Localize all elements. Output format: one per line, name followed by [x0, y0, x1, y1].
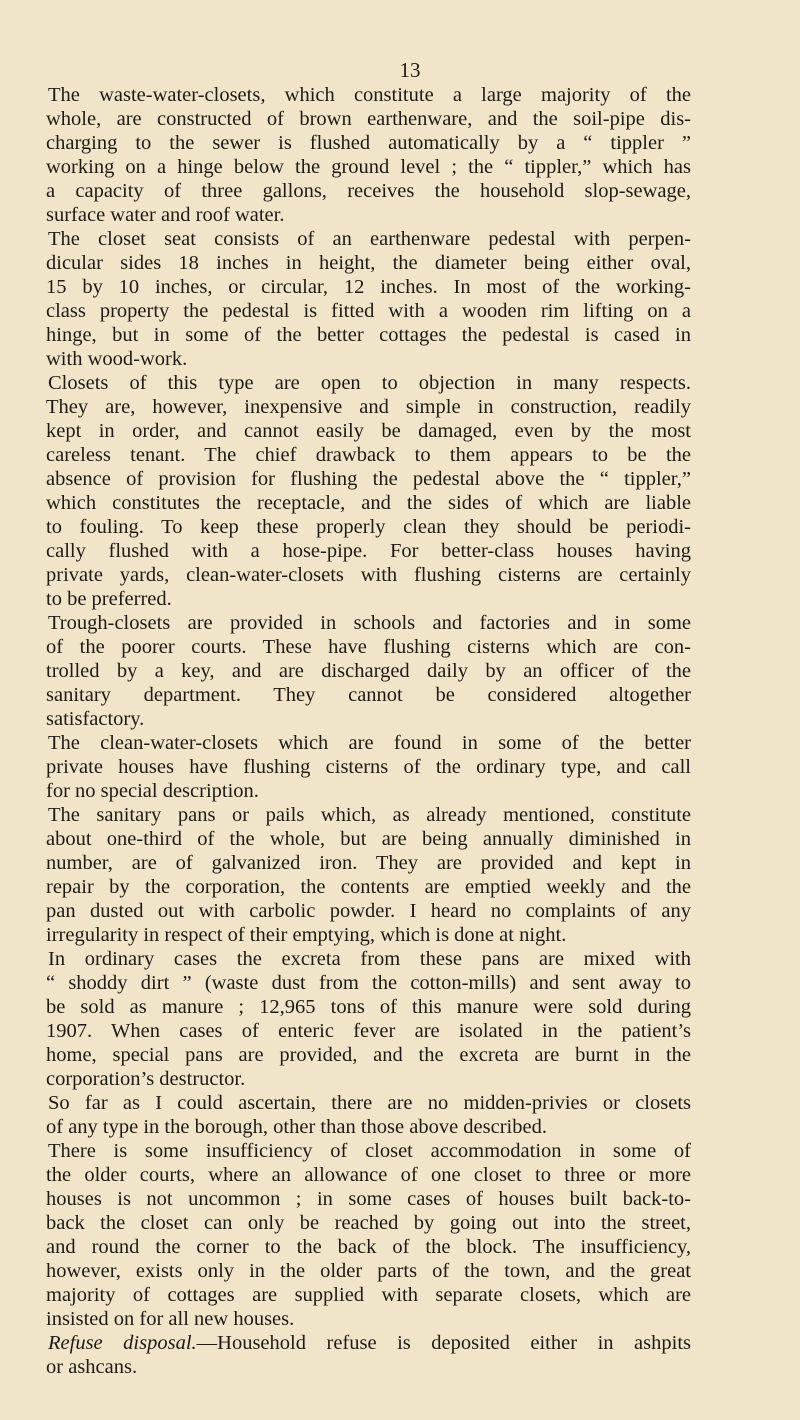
text-line: 1907. When cases of enteric fever are isolated in the patient’s — [46, 1020, 691, 1042]
text-line: Closets of this type are open to objection in many respects. — [48, 372, 691, 394]
text-line: The closet seat consists of an earthenware pedestal with perpen- — [48, 228, 691, 250]
text-line: The waste-water-closets, which constitute a large majority of the — [48, 84, 691, 106]
text-line: “ shoddy dirt ” (waste dust from the cotton-mills) and sent away to — [46, 972, 691, 994]
text-line: which constitutes the receptacle, and the sides of which are liable — [46, 492, 691, 514]
text-line: houses is not uncommon ; in some cases of houses built back-to- — [46, 1188, 691, 1210]
paragraph-refuse-disposal — [46, 1331, 691, 1379]
text-line: 15 by 10 inches, or circular, 12 inches. In most of the working- — [46, 276, 691, 298]
text-line: hinge, but in some of the better cottages the pedestal is cased in — [46, 324, 691, 346]
text-line — [46, 1331, 691, 1355]
text-line: dicular sides 18 inches in height, the diameter being either oval, — [46, 252, 691, 274]
page-number: 13 — [399, 58, 421, 82]
text-line: to fouling. To keep these properly clean they should be periodi- — [46, 516, 691, 538]
text-line: The sanitary pans or pails which, as already mentioned, constitute — [48, 804, 691, 826]
text-line: home, special pans are provided, and the excreta are burnt in the — [46, 1044, 691, 1066]
text-line: class property the pedestal is fitted with a wooden rim lifting on a — [46, 300, 691, 322]
text-span: —Household refuse is deposited either in ashpits — [196, 1332, 691, 1354]
text-line: a capacity of three gallons, receives the household slop-sewage, — [46, 180, 691, 202]
text-line: and round the corner to the back of the block. The insufficiency, — [46, 1236, 691, 1258]
text-line: number, are of galvanized iron. They are provided and kept in — [46, 852, 691, 874]
text-line: pan dusted out with carbolic powder. I heard no complaints of any — [46, 900, 691, 922]
section-heading: Refuse disposal. — [48, 1332, 197, 1354]
paragraph — [46, 731, 691, 803]
text-line: corporation’s destructor. — [46, 1068, 246, 1090]
text-line: kept in order, and cannot easily be damaged, even by the most — [46, 420, 691, 442]
text-line: surface water and roof water. — [46, 204, 285, 226]
body-text — [46, 83, 691, 1379]
paragraph — [46, 803, 691, 947]
text-line: working on a hinge below the ground level ; the “ tippler,” which has — [46, 156, 691, 178]
text-line: whole, are constructed of brown earthenware, and the soil-pipe dis- — [46, 108, 691, 130]
text-line: for no special description. — [46, 780, 259, 802]
text-line: back the closet can only be reached by going out into the street, — [46, 1212, 691, 1234]
paragraph — [46, 83, 691, 227]
text-line: So far as I could ascertain, there are no midden-privies or closets — [48, 1092, 691, 1114]
text-line: Trough-closets are provided in schools and factories and in some — [48, 612, 691, 634]
paragraph — [46, 1139, 691, 1331]
text-line: majority of cottages are supplied with separate closets, which are — [46, 1284, 691, 1306]
text-line: absence of provision for flushing the pedestal above the “ tippler,” — [46, 468, 691, 490]
text-line: irregularity in respect of their emptying, which is done at night. — [46, 924, 567, 946]
paragraph — [46, 611, 691, 731]
paragraph — [46, 371, 691, 611]
text-line: satisfactory. — [46, 708, 145, 730]
text-line: charging to the sewer is flushed automatically by a “ tippler ” — [46, 132, 691, 154]
text-line: cally flushed with a hose-pipe. For better-class houses having — [46, 540, 691, 562]
text-line: private yards, clean-water-closets with flushing cisterns are certainly — [46, 564, 691, 586]
paragraph — [46, 947, 691, 1091]
paragraph — [46, 1091, 691, 1139]
text-line: repair by the corporation, the contents are emptied weekly and the — [46, 876, 691, 898]
text-line: however, exists only in the older parts of the town, and the great — [46, 1260, 691, 1282]
text-line: They are, however, inexpensive and simple in construction, readily — [46, 396, 691, 418]
text-line: trolled by a key, and are discharged daily by an officer of the — [46, 660, 691, 682]
text-line: be sold as manure ; 12,965 tons of this manure were sold during — [46, 996, 691, 1018]
text-line: to be preferred. — [46, 588, 172, 610]
text-line: sanitary department. They cannot be considered altogether — [46, 684, 691, 706]
text-line: the older courts, where an allowance of one closet to three or more — [46, 1164, 691, 1186]
text-line: There is some insufficiency of closet accommodation in some of — [48, 1140, 691, 1162]
text-line: careless tenant. The chief drawback to them appears to be the — [46, 444, 691, 466]
text-line: about one-third of the whole, but are being annually diminished in — [46, 828, 691, 850]
text-line: or ashcans. — [46, 1356, 138, 1378]
text-line: The clean-water-closets which are found in some of the better — [48, 732, 691, 754]
text-line: In ordinary cases the excreta from these pans are mixed with — [48, 948, 691, 970]
paragraph — [46, 227, 691, 371]
text-line: of the poorer courts. These have flushing cisterns which are con- — [46, 636, 691, 658]
text-line: of any type in the borough, other than those above described. — [46, 1116, 547, 1138]
text-line: with wood-work. — [46, 348, 188, 370]
text-line: private houses have flushing cisterns of the ordinary type, and call — [46, 756, 691, 778]
text-line: insisted on for all new houses. — [46, 1308, 295, 1330]
